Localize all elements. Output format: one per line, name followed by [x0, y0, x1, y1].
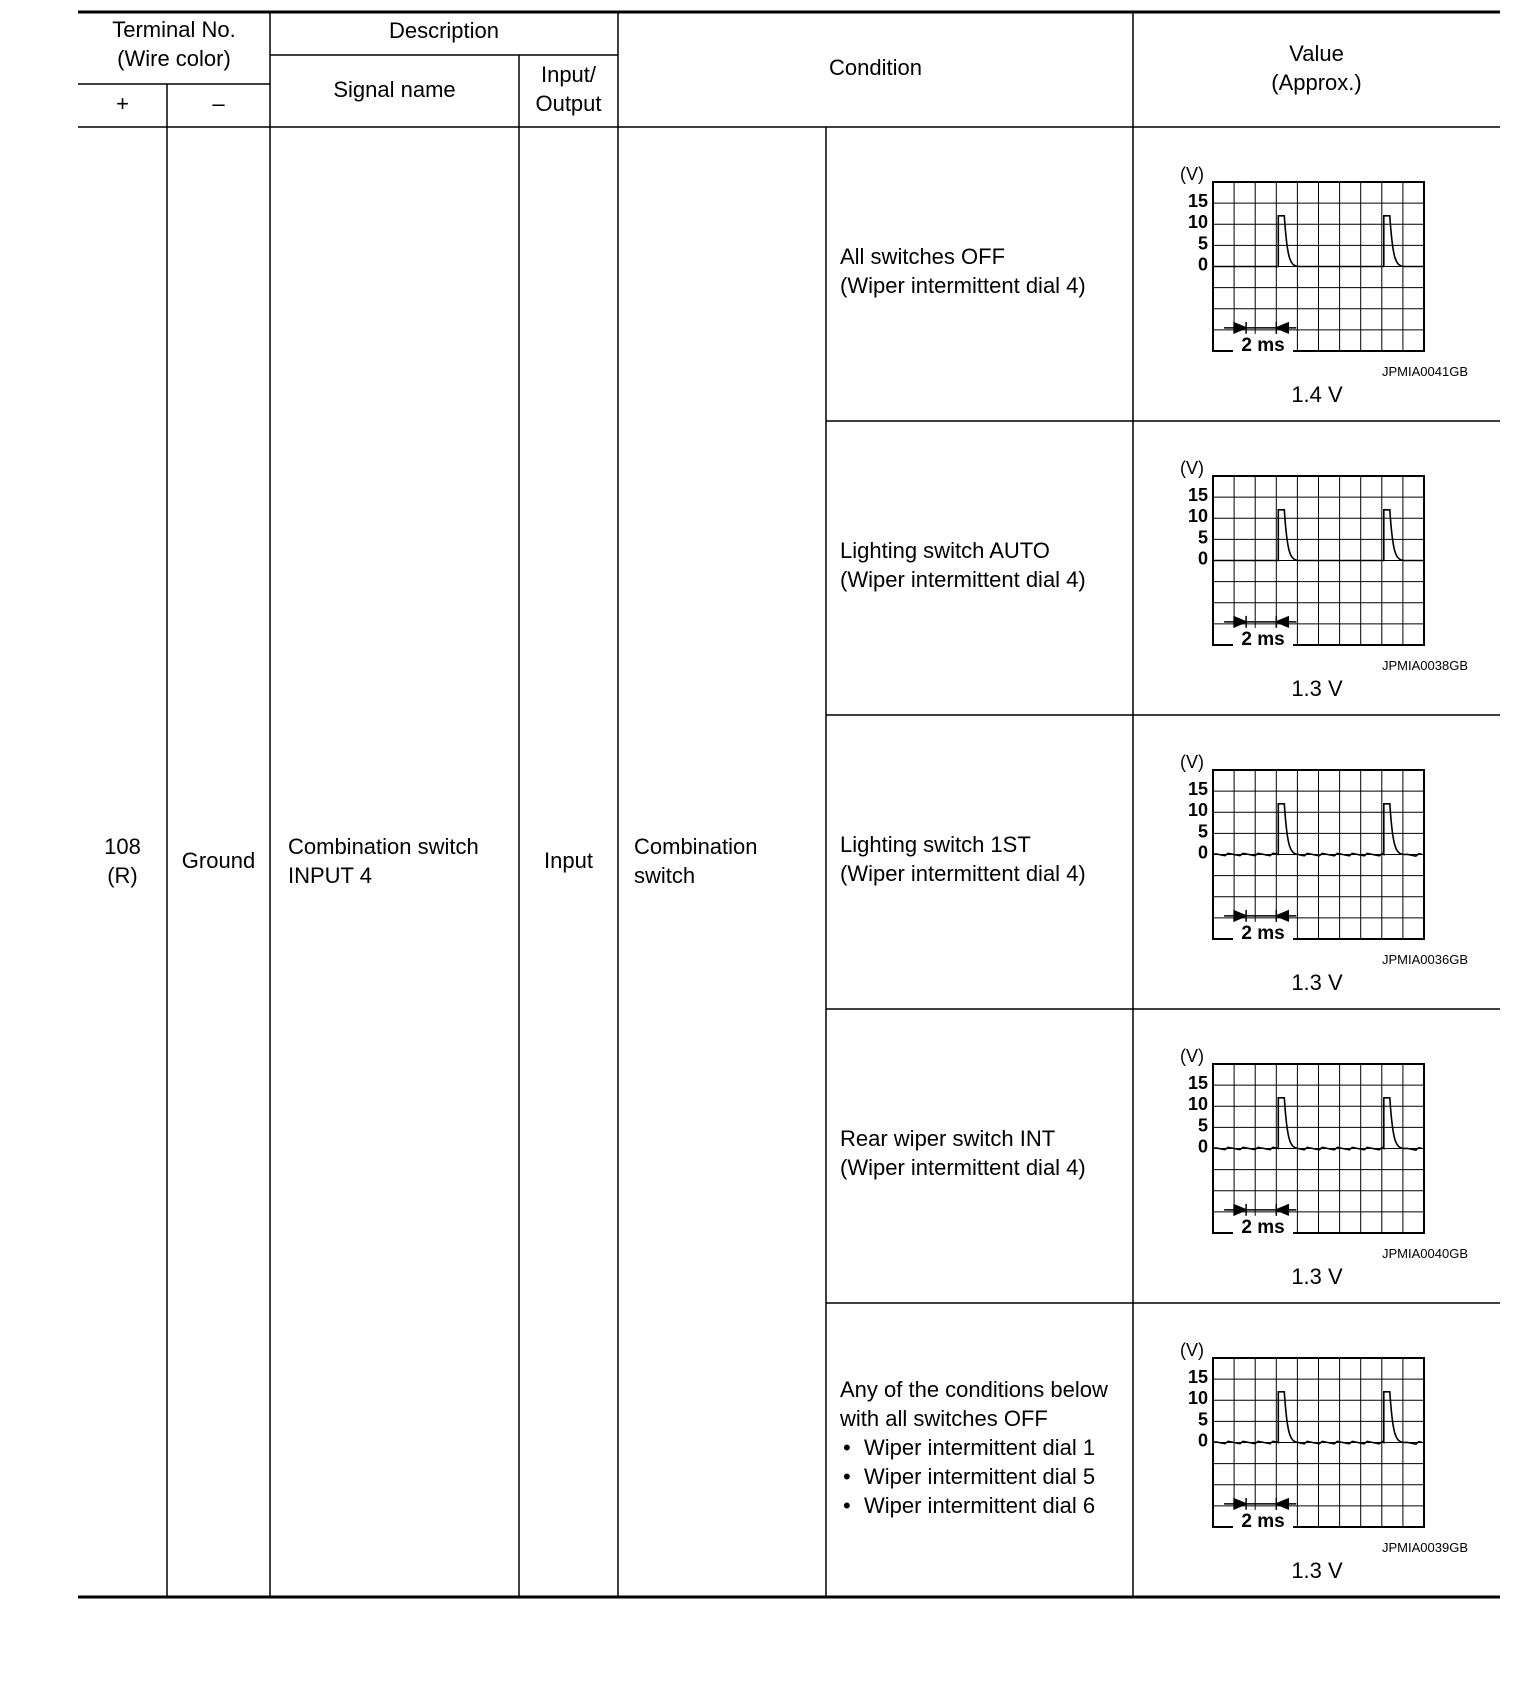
- figure-id: JPMIA0036GB: [1382, 952, 1468, 967]
- y-tick-label: 5: [1197, 821, 1208, 842]
- y-tick-label: 15: [1187, 191, 1208, 211]
- scope-grid: [1213, 1358, 1424, 1527]
- scope-grid: [1213, 1064, 1424, 1233]
- bullet-text: Wiper intermittent dial 5: [864, 1463, 1096, 1489]
- bullet-text: Wiper intermittent dial 6: [864, 1492, 1096, 1518]
- time-scale-label: 2 ms: [1241, 628, 1285, 650]
- y-tick-label: 10: [1187, 1388, 1208, 1409]
- oscilloscope-waveform: [1133, 1303, 1500, 1597]
- header-input-output: Input/ Output: [535, 62, 602, 116]
- approx-value: 1.4 V: [1291, 382, 1343, 407]
- approx-value: 1.3 V: [1291, 1264, 1343, 1289]
- oscilloscope-waveform: [1133, 1009, 1500, 1303]
- y-tick-label: 5: [1197, 1409, 1208, 1430]
- waveform-trace: [1213, 804, 1422, 856]
- time-marker-arrows: [1224, 322, 1296, 334]
- y-tick-label: 10: [1187, 1094, 1208, 1115]
- y-tick-label: 0: [1197, 1136, 1208, 1157]
- condition-bullet-list: [840, 1433, 1130, 1520]
- time-scale-label: 2 ms: [1241, 334, 1285, 356]
- header-value: Value (Approx.): [1271, 41, 1362, 95]
- signal-name: Combination switch INPUT 4: [288, 834, 479, 888]
- condition-bullet: [840, 1433, 1130, 1462]
- y-tick-label: 5: [1197, 233, 1208, 254]
- condition-text: [840, 1375, 1130, 1520]
- time-scale-label: 2 ms: [1241, 1216, 1285, 1238]
- y-unit-label: (V): [1180, 458, 1204, 478]
- header-description: Description: [388, 18, 500, 43]
- condition-text: [840, 536, 1130, 594]
- condition-line: (Wiper intermittent dial 4): [840, 567, 1086, 592]
- time-marker-arrows: [1224, 1204, 1296, 1216]
- y-tick-label: 10: [1187, 800, 1208, 821]
- oscilloscope-waveform: [1133, 715, 1500, 1009]
- header-plus: +: [116, 91, 129, 116]
- waveform-graph: [1133, 715, 1500, 1009]
- bullet-icon: •: [843, 1434, 851, 1460]
- condition-line: Lighting switch AUTO: [840, 538, 1050, 563]
- terminal-minus: Ground: [181, 848, 256, 873]
- oscilloscope-waveform: [1133, 127, 1500, 421]
- header-condition: Condition: [829, 55, 922, 80]
- approx-value: 1.3 V: [1291, 1558, 1343, 1583]
- input-output: Input: [544, 848, 593, 873]
- condition-line: Lighting switch 1ST: [840, 832, 1031, 857]
- condition-text: [840, 830, 1130, 888]
- condition-line: (Wiper intermittent dial 4): [840, 273, 1086, 298]
- figure-id: JPMIA0039GB: [1382, 1540, 1468, 1555]
- waveform-graph: [1133, 1303, 1500, 1597]
- y-unit-label: (V): [1180, 164, 1204, 184]
- condition-text: [840, 242, 1130, 300]
- condition-line: (Wiper intermittent dial 4): [840, 1155, 1086, 1180]
- figure-id: JPMIA0041GB: [1382, 364, 1468, 379]
- y-unit-label: (V): [1180, 752, 1204, 772]
- header-minus: –: [212, 91, 225, 116]
- condition-bullet: [840, 1462, 1130, 1491]
- y-tick-label: 10: [1187, 212, 1208, 233]
- time-marker-arrows: [1224, 910, 1296, 922]
- time-scale-label: 2 ms: [1241, 922, 1285, 944]
- y-tick-label: 0: [1197, 548, 1208, 569]
- y-tick-label: 0: [1197, 1430, 1208, 1451]
- header-terminal: Terminal No. (Wire color): [112, 17, 236, 71]
- terminal-plus: 108 (R): [104, 834, 141, 888]
- approx-value: 1.3 V: [1291, 970, 1343, 995]
- y-tick-label: 0: [1197, 254, 1208, 275]
- waveform-trace: [1213, 1098, 1422, 1150]
- y-tick-label: 5: [1197, 527, 1208, 548]
- y-tick-label: 10: [1187, 506, 1208, 527]
- y-tick-label: 5: [1197, 1115, 1208, 1136]
- y-tick-label: 15: [1187, 779, 1208, 799]
- condition-text: [840, 1124, 1130, 1182]
- waveform-trace: [1213, 1392, 1422, 1444]
- waveform-graph: [1133, 1009, 1500, 1303]
- bullet-icon: •: [843, 1492, 851, 1518]
- time-marker-arrows: [1224, 1498, 1296, 1510]
- figure-id: JPMIA0040GB: [1382, 1246, 1468, 1261]
- y-unit-label: (V): [1180, 1340, 1204, 1360]
- bullet-icon: •: [843, 1463, 851, 1489]
- y-tick-label: 15: [1187, 485, 1208, 505]
- y-unit-label: (V): [1180, 1046, 1204, 1066]
- oscilloscope-waveform: [1133, 421, 1500, 715]
- header-signal-name: Signal name: [333, 77, 456, 102]
- time-marker-arrows: [1224, 616, 1296, 628]
- waveform-graph: [1133, 421, 1500, 715]
- scope-grid: [1213, 770, 1424, 939]
- condition-line: with all switches OFF: [840, 1405, 1048, 1431]
- waveform-graph: [1133, 127, 1500, 421]
- condition-group: Combination switch: [634, 834, 758, 888]
- y-tick-label: 15: [1187, 1073, 1208, 1093]
- time-scale-label: 2 ms: [1241, 1510, 1285, 1532]
- condition-bullet: [840, 1491, 1130, 1520]
- bullet-text: Wiper intermittent dial 1: [864, 1434, 1096, 1460]
- figure-id: JPMIA0038GB: [1382, 658, 1468, 673]
- y-tick-label: 15: [1187, 1367, 1208, 1387]
- condition-line: All switches OFF: [840, 244, 1006, 269]
- condition-line: Rear wiper switch INT: [840, 1126, 1056, 1151]
- condition-line: (Wiper intermittent dial 4): [840, 861, 1086, 886]
- y-tick-label: 0: [1197, 842, 1208, 863]
- condition-line: Any of the conditions below: [840, 1376, 1108, 1402]
- approx-value: 1.3 V: [1291, 676, 1343, 701]
